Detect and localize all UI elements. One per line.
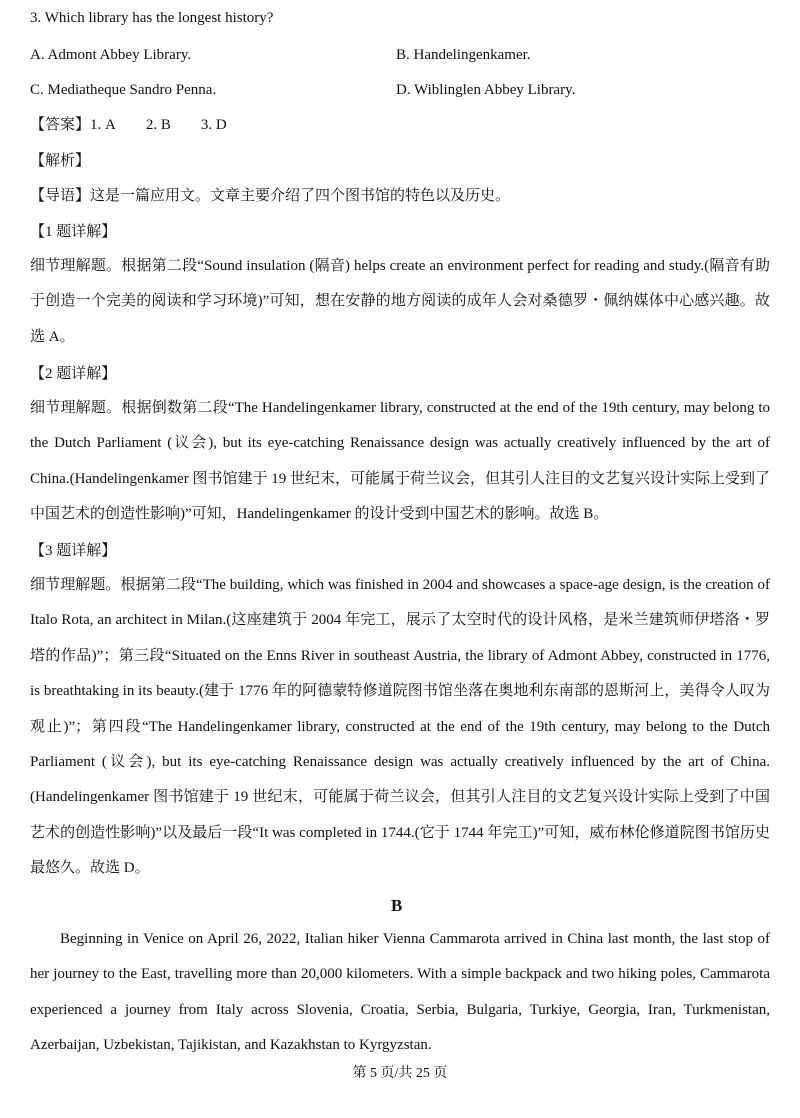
q3-explanation: 细节理解题。根据第二段“The building, which was finished in 2004 and showcases a space-age design, is the creation of Italo Rota, an architect in Milan.(这座建筑于 2004 年完工，展示了太空时代的设计风格，是米兰建筑师伊塔洛・罗塔的作品)”；第三段“Situated on the Enns River in southeast Austria, the library of Admont Abbey, constructed in 1776, is breathtaking in its beauty.(建于 1776 年的阿德蒙特修道院图书馆坐落在奥地利东南部的恩斯河上，美得令人叹为观止)”；第四段“The Handelingenkamer library, constructed at the end of the 19th century, may belong to the Dutch Parliament (议会), but its eye-catching Renaissance design was actually creatively influenced by the art of China.(Handelingenkamer 图书馆建于 19 世纪末，可能属于荷兰议会，但其引人注目的文艺复兴设计实际上受到了中国艺术的创造性影响)”以及最后一段“It was completed in 1744.(它于 1744 年完工)”可知，威布林伦修道院图书馆历史最悠久。故选 D。 bbox=[30, 577, 770, 877]
analysis-heading: 【解析】 bbox=[30, 153, 91, 169]
page-number: 第 5 页/共 25 页 bbox=[352, 1066, 448, 1081]
section-b-paragraph: Beginning in Venice on April 26, 2022, Italian hiker Vienna Cammarota arrived in China last month, the last stop of her journey to the East, travelling more than 20,000 kilometers. With a simple backpack and two hiking poles, Cammarota experienced a journey from Italy across Slovenia, Croatia, Serbia, Bulgaria, Turkiye, Georgia, Iran, Turkmenistan, Azerbaijan, Uzbekistan, Tajikistan, and Kazakhstan to Kyrgyzstan. bbox=[30, 931, 770, 1054]
question-stem: 3. Which library has the longest history? bbox=[30, 10, 274, 26]
answer-line bbox=[30, 115, 227, 135]
answer-item: 2. B bbox=[145, 117, 171, 133]
analysis-intro: 【导语】这是一篇应用文。文章主要介绍了四个图书馆的特色以及历史。 bbox=[30, 188, 511, 204]
option-b: B. Handelingenkamer. bbox=[396, 47, 531, 63]
section-b-title: B bbox=[391, 896, 403, 915]
q1-explanation: 细节理解题。根据第二段“Sound insulation (隔音) helps create an environment perfect for reading and study.(隔音有助于创造一个完美的阅读和学习环境)”可知，想在安静的地方阅读的成年人会对桑德罗・佩纳媒体中心感兴趣。故选 A。 bbox=[30, 258, 770, 345]
answer-item: 1. A bbox=[90, 117, 116, 133]
q3-heading: 【3 题详解】 bbox=[30, 543, 117, 559]
q2-heading: 【2 题详解】 bbox=[30, 366, 117, 382]
option-a: A. Admont Abbey Library. bbox=[30, 47, 192, 63]
q2-explanation: 细节理解题。根据倒数第二段“The Handelingenkamer library, constructed at the end of the 19th century, may belong to the Dutch Parliament (议会), but its eye-catching Renaissance design was actually creatively influenced by the art of China.(Handelingenkamer 图书馆建于 19 世纪末，可能属于荷兰议会，但其引人注目的文艺复兴设计实际上受到了中国艺术的创造性影响)”可知，Handelingenkamer 的设计受到中国艺术的影响。故选 B。 bbox=[30, 400, 770, 523]
option-d: D. Wiblinglen Abbey Library. bbox=[396, 82, 576, 98]
answer-item: 3. D bbox=[200, 117, 227, 133]
option-c: C. Mediatheque Sandro Penna. bbox=[30, 82, 217, 98]
q1-heading: 【1 题详解】 bbox=[30, 224, 117, 240]
answer-label: 【答案】 bbox=[30, 117, 91, 133]
